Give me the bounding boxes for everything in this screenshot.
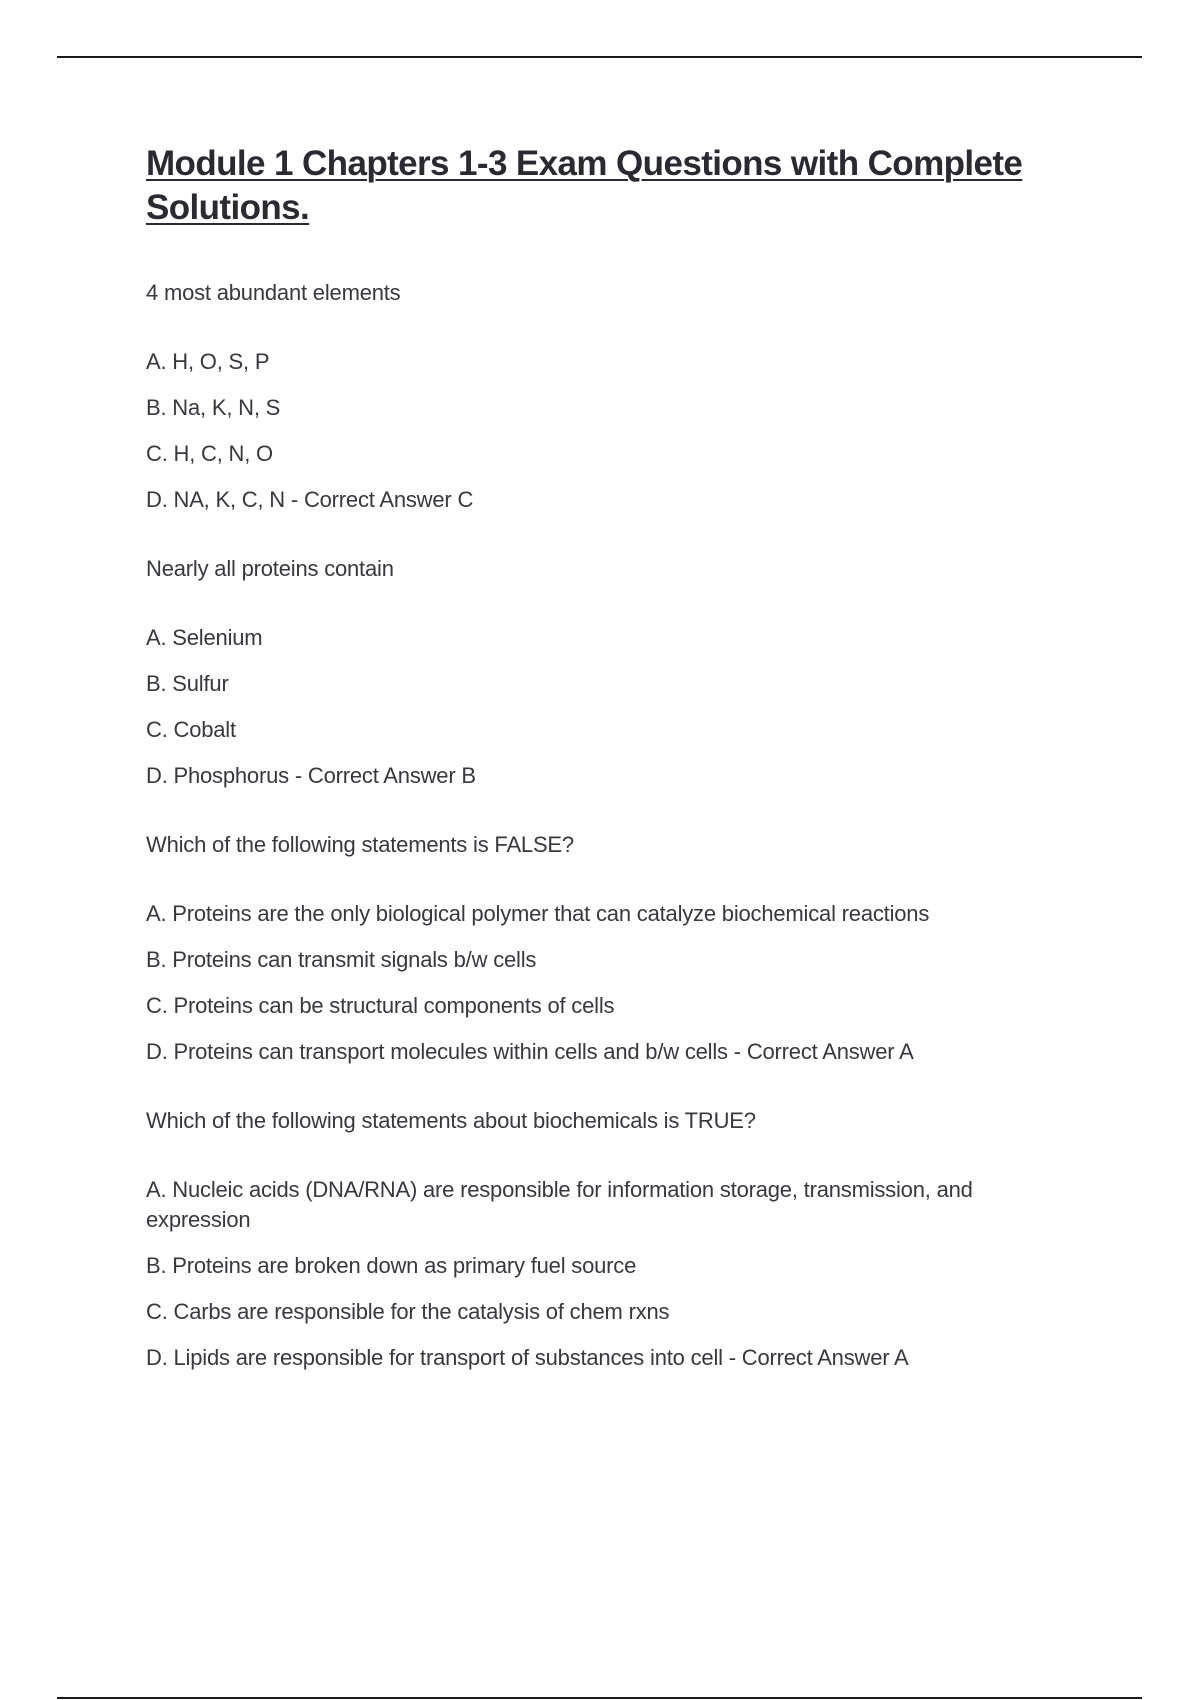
- document-body: [146, 142, 1076, 1412]
- document-title: Module 1 Chapters 1-3 Exam Questions with Complete Solutions.: [146, 144, 1023, 227]
- correct-answer: - Correct Answer A: [728, 1039, 914, 1064]
- option-c: C. Cobalt: [146, 717, 236, 742]
- question-4: [146, 1106, 1076, 1373]
- question-2: [146, 554, 1076, 791]
- option-a: A. Selenium: [146, 625, 263, 650]
- option-c: C. Carbs are responsible for the catalysis of chem rxns: [146, 1299, 670, 1324]
- correct-answer: - Correct Answer C: [285, 487, 473, 512]
- option-d: [146, 761, 1076, 791]
- header-rule: [57, 56, 1142, 58]
- option-c: C. H, C, N, O: [146, 441, 273, 466]
- question-prompt: Which of the following statements about biochemicals is TRUE?: [146, 1108, 756, 1133]
- option-a: A. Nucleic acids (DNA/RNA) are responsible for information storage, transmission, and expression: [146, 1177, 973, 1232]
- question-prompt: Which of the following statements is FALSE?: [146, 832, 574, 857]
- question-prompt: Nearly all proteins contain: [146, 556, 394, 581]
- option-b: B. Proteins can transmit signals b/w cells: [146, 947, 537, 972]
- option-b: B. Proteins are broken down as primary fuel source: [146, 1253, 637, 1278]
- footer-rule: [57, 1697, 1142, 1699]
- option-d: [146, 485, 1076, 515]
- correct-answer: - Correct Answer B: [289, 763, 476, 788]
- option-b: B. Na, K, N, S: [146, 395, 281, 420]
- option-d-text: D. Proteins can transport molecules within cells and b/w cells: [146, 1039, 728, 1064]
- correct-answer: - Correct Answer A: [723, 1345, 909, 1370]
- question-prompt: 4 most abundant elements: [146, 280, 401, 305]
- option-d: [146, 1343, 1076, 1373]
- option-d: [146, 1037, 1076, 1067]
- question-1: [146, 278, 1076, 515]
- option-a: A. Proteins are the only biological polymer that can catalyze biochemical reactions: [146, 901, 930, 926]
- option-d-text: D. Lipids are responsible for transport of substances into cell: [146, 1345, 723, 1370]
- option-c: C. Proteins can be structural components of cells: [146, 993, 615, 1018]
- question-3: [146, 830, 1076, 1067]
- option-a: A. H, O, S, P: [146, 349, 270, 374]
- option-d-text: D. Phosphorus: [146, 763, 289, 788]
- option-d-text: D. NA, K, C, N: [146, 487, 285, 512]
- option-b: B. Sulfur: [146, 671, 229, 696]
